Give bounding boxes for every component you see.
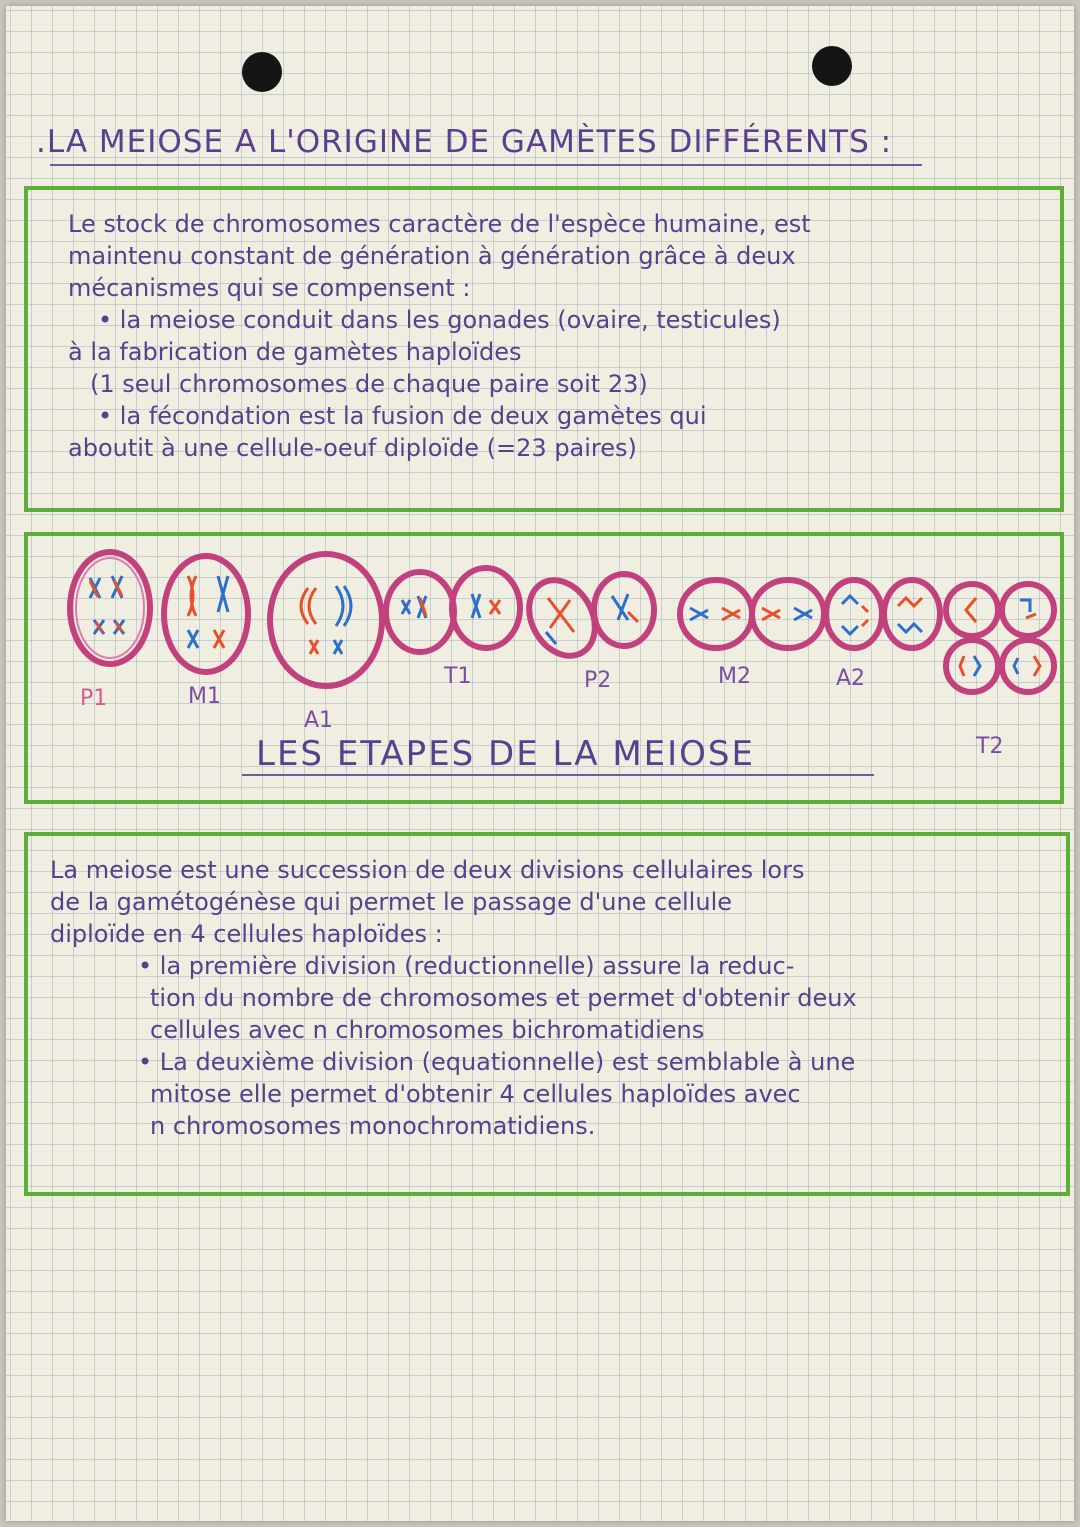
stage-label-p2: P2: [584, 668, 612, 693]
stage-label-m2: M2: [718, 664, 751, 689]
explanation-line: • la première division (reductionnelle) assure la reduc-: [138, 952, 795, 980]
explanation-line: de la gamétogénèse qui permet le passage d'une cellule: [50, 888, 732, 916]
cell-a2: [826, 580, 940, 648]
intro-line: (1 seul chromosomes de chaque paire soit 23): [90, 370, 648, 398]
explanation-line: cellules avec n chromosomes bichromatidiens: [150, 1016, 705, 1044]
cell-m1: [164, 556, 248, 672]
page-title: .LA MEIOSE A L'ORIGINE DE GAMÈTES DIFFÉRENTS :: [36, 124, 893, 160]
intro-box: [24, 186, 1064, 512]
cell-t2: [946, 584, 1054, 692]
intro-line: à la fabrication de gamètes haploïdes: [68, 338, 522, 366]
stage-label-t1: T1: [444, 664, 472, 689]
intro-line: mécanismes qui se compensent :: [68, 274, 471, 302]
intro-text: [68, 208, 1058, 464]
diagram-title: LES ETAPES DE LA MEIOSE: [256, 734, 755, 774]
diagram-title-underline: [242, 774, 874, 776]
explanation-line: La meiose est une succession de deux divisions cellulaires lors: [50, 856, 805, 884]
explanation-line: diploïde en 4 cellules haploïdes :: [50, 920, 443, 948]
cell-p2: [516, 568, 654, 667]
cell-p1: [70, 552, 150, 664]
binder-hole-left: [242, 52, 282, 92]
explanation-line: tion du nombre de chromosomes et permet d'obtenir deux: [150, 984, 857, 1012]
intro-line: Le stock de chromosomes caractère de l'espèce humaine, est: [68, 210, 811, 238]
notebook-page: [6, 6, 1074, 1521]
cell-m2: [680, 580, 824, 648]
explanation-line: n chromosomes monochromatidiens.: [150, 1112, 596, 1140]
explanation-text: [50, 854, 1060, 1142]
intro-line: aboutit à une cellule-oeuf diploïde (=23 paires): [68, 434, 637, 462]
cell-t1: [386, 568, 520, 652]
stage-label-a2: A2: [836, 666, 866, 691]
stage-label-a1: A1: [304, 708, 334, 733]
cell-a1: [270, 554, 382, 686]
stage-label-t2: T2: [976, 734, 1004, 759]
explanation-line: • La deuxième division (equationnelle) est semblable à une: [138, 1048, 856, 1076]
title-underline: [50, 164, 922, 166]
explanation-line: mitose elle permet d'obtenir 4 cellules haploïdes avec: [150, 1080, 801, 1108]
intro-line: maintenu constant de génération à génération grâce à deux: [68, 242, 796, 270]
binder-hole-right: [812, 46, 852, 86]
stage-label-m1: M1: [188, 684, 221, 709]
explanation-box: [24, 832, 1070, 1196]
stage-label-p1: P1: [80, 686, 108, 711]
intro-line: • la meiose conduit dans les gonades (ovaire, testicules): [98, 306, 781, 334]
intro-line: • la fécondation est la fusion de deux gamètes qui: [98, 402, 707, 430]
